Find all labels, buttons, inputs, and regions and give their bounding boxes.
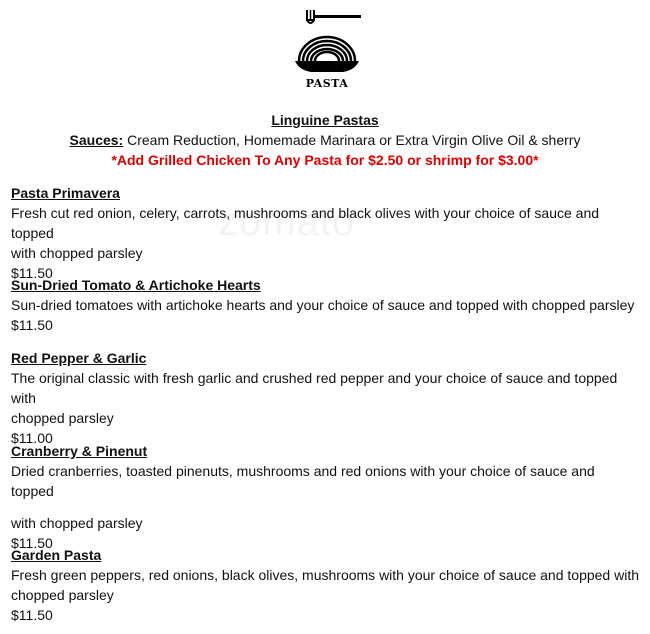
menu-item: [11, 183, 641, 283]
item-price: $11.50: [11, 607, 53, 623]
item-desc-line: Fresh green peppers, red onions, black olives, mushrooms with your choice of sauce and topped with: [11, 567, 640, 583]
item-desc-line: Fresh cut red onion, celery, carrots, mushrooms and black olives with your choice of sauce and topped: [11, 205, 600, 241]
item-price: $11.50: [11, 265, 53, 281]
promo-text: *Add Grilled Chicken To Any Pasta for $2.50 or shrimp for $3.00*: [111, 152, 539, 168]
menu-item: [11, 545, 641, 625]
sauces-label: Sauces:: [69, 132, 124, 148]
item-name: Sun-Dried Tomato & Artichoke Hearts: [11, 277, 261, 293]
pasta-logo: [287, 6, 367, 92]
item-name: Pasta Primavera: [11, 185, 120, 201]
menu-item: [11, 441, 641, 553]
menu-item: [11, 275, 641, 335]
item-desc-line: Dried cranberries, toasted pinenuts, mushrooms and red onions with your choice of sauce and topped: [11, 463, 595, 499]
item-price: $11.00: [11, 430, 53, 446]
item-desc-line: with chopped parsley: [11, 245, 143, 261]
section-heading: Linguine Pastas: [271, 112, 379, 128]
item-price: $11.50: [11, 317, 53, 333]
sauces-line: [0, 130, 650, 150]
item-desc-line: with chopped parsley: [11, 515, 143, 531]
item-name: Cranberry & Pinenut: [11, 443, 148, 459]
menu-item: [11, 348, 641, 448]
item-name: Garden Pasta: [11, 547, 102, 563]
item-desc-line: chopped parsley: [11, 587, 114, 603]
item-name: Red Pepper & Garlic: [11, 350, 147, 366]
item-desc-line: The original classic with fresh garlic and crushed red pepper and your choice of sauce and topped with: [11, 370, 618, 406]
fork-and-bowl-icon: [287, 6, 367, 78]
item-desc-line: Sun-dried tomatoes with artichoke hearts and your choice of sauce and topped with chopped parsley: [11, 297, 635, 313]
logo-text: PASTA: [305, 77, 349, 90]
item-desc-line: chopped parsley: [11, 410, 114, 426]
sauces-text: Cream Reduction, Homemade Marinara or Extra Virgin Olive Oil & sherry: [127, 132, 581, 148]
item-price: $11.50: [11, 535, 53, 551]
